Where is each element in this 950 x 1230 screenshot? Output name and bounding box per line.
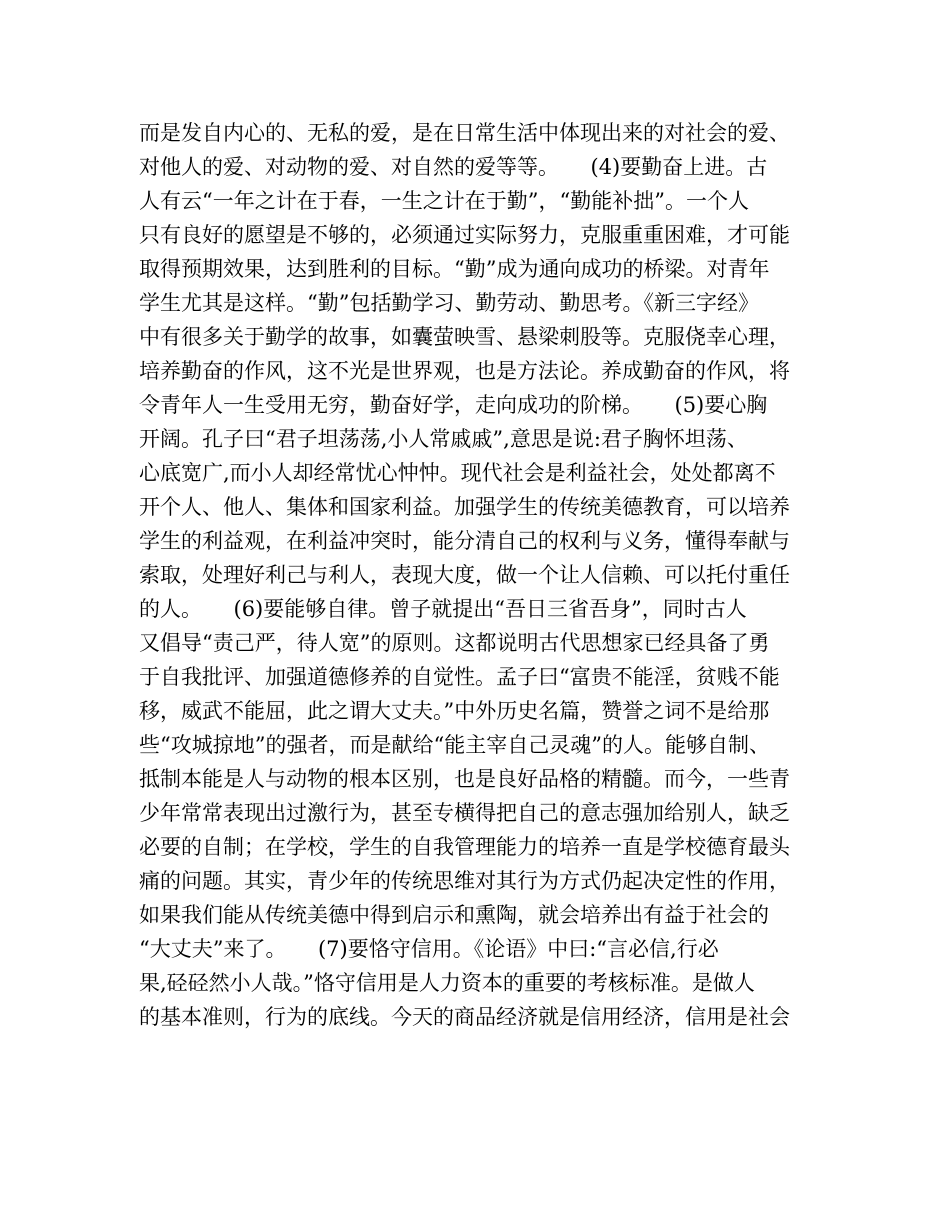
text-line: 心底宽广,而小人却经常忧心忡忡。现代社会是利益社会，处处都离不 [139,461,776,485]
text-line: 学生的利益观，在利益冲突时，能分清自己的权利与义务，懂得奉献与 [139,529,790,553]
text-line: 只有良好的愿望是不够的，必须通过实际努力，克服重重困难，才可能 [139,223,790,247]
text-line: 又倡导“责己严，待人宽”的原则。这都说明古代思想家已经具备了勇 [139,631,770,655]
text-line: 人有云“一年之计在于春，一生之计在于勤”，“勤能补拙”。一个人 [139,189,749,213]
text-line: 令青年人一生受用无穷，勤奋好学，走向成功的阶梯。 (5)要心胸 [139,393,768,417]
text-line: 痛的问题。其实，青少年的传统思维对其行为方式仍起决定性的作用， [139,869,790,893]
text-line: 少年常常表现出过激行为，甚至专横得把自己的意志强加给别人，缺乏 [139,801,790,825]
text-line: 移，威武不能屈，此之谓大丈夫。”中外历史名篇，赞誉之词不是给那 [139,699,770,723]
text-line: 培养勤奋的作风，这不光是世界观，也是方法论。养成勤奋的作风，将 [139,359,790,383]
text-line: 中有很多关于勤学的故事，如囊萤映雪、悬梁刺股等。克服侥幸心理， [139,325,790,349]
text-line: 开阔。孔子曰“君子坦荡荡,小人常戚戚”,意思是说:君子胸怀坦荡、 [139,427,748,451]
text-line: 抵制本能是人与动物的根本区别，也是良好品格的精髓。而今，一些青 [139,767,790,791]
text-line: 对他人的爱、对动物的爱、对自然的爱等等。 (4)要勤奋上进。古 [139,155,768,179]
body-text [139,116,829,1034]
text-line: “大丈夫”来了。 (7)要恪守信用。《论语》中曰:“言必信,行必 [139,937,719,961]
text-line: 而是发自内心的、无私的爱，是在日常生活中体现出来的对社会的爱、 [139,121,790,145]
text-line: 于自我批评、加强道德修养的自觉性。孟子曰“富贵不能淫，贫贱不能 [139,665,780,689]
text-line: 取得预期效果，达到胜利的目标。“勤”成为通向成功的桥梁。对青年 [139,257,770,281]
text-line: 学生尤其是这样。“勤”包括勤学习、勤劳动、勤思考。《新三字经》 [139,291,759,315]
text-line: 如果我们能从传统美德中得到启示和熏陶，就会培养出有益于社会的 [139,903,769,927]
text-line: 的人。 (6)要能够自律。曾子就提出“吾日三省吾身”，同时古人 [139,597,747,621]
text-line: 的基本准则，行为的底线。今天的商品经济就是信用经济，信用是社会 [139,1005,790,1029]
text-line: 索取，处理好利己与利人，表现大度，做一个让人信赖、可以托付重任 [139,563,790,587]
text-line: 开个人、他人、集体和国家利益。加强学生的传统美德教育，可以培养 [139,495,790,519]
text-line: 必要的自制；在学校，学生的自我管理能力的培养一直是学校德育最头 [139,835,790,859]
text-line: 果,硁硁然小人哉。”恪守信用是人力资本的重要的考核标准。是做人 [139,971,755,995]
text-line: 些“攻城掠地”的强者，而是献给“能主宰自己灵魂”的人。能够自制、 [139,733,770,757]
